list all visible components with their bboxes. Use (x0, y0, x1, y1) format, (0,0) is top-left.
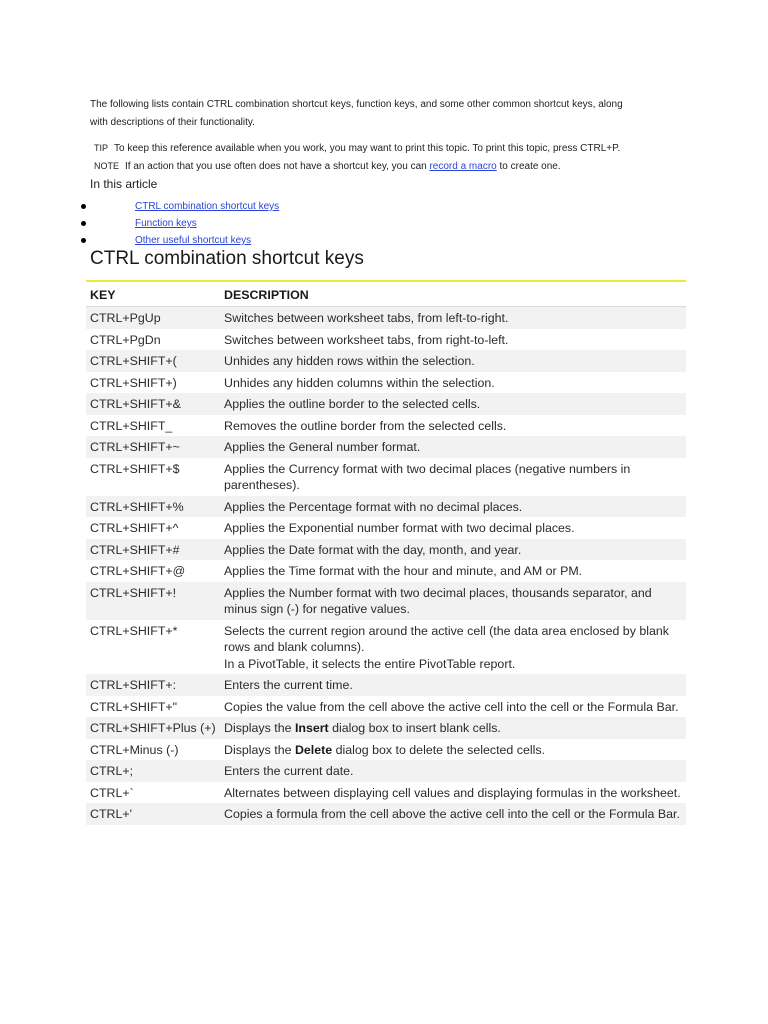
header-description: DESCRIPTION (220, 283, 686, 307)
tip-callout (94, 143, 620, 154)
table-row (86, 329, 686, 351)
table-row (86, 560, 686, 582)
table-of-contents (0, 200, 768, 251)
note-callout (94, 161, 561, 172)
section-title: CTRL combination shortcut keys (90, 248, 364, 269)
table-row (86, 539, 686, 561)
key-cell: CTRL+SHIFT+^ (86, 517, 220, 539)
description-cell: Applies the General number format. (220, 436, 686, 458)
intro-line-1: The following lists contain CTRL combination shortcut keys, function keys, and some other common shortcut keys, along (90, 99, 623, 110)
bullet-icon (81, 204, 86, 209)
table-header-row (86, 283, 686, 307)
key-cell: CTRL+` (86, 782, 220, 804)
description-text: Displays the (224, 742, 295, 757)
key-cell: CTRL+SHIFT+@ (86, 560, 220, 582)
key-cell: CTRL+SHIFT+% (86, 496, 220, 518)
key-cell: CTRL+PgDn (86, 329, 220, 351)
table-row (86, 517, 686, 539)
description-cell: Enters the current date. (220, 760, 686, 782)
key-cell: CTRL+SHIFT+# (86, 539, 220, 561)
record-macro-link[interactable]: record a macro (429, 161, 497, 172)
key-cell: CTRL+SHIFT+! (86, 582, 220, 620)
table-row (86, 458, 686, 496)
description-text: Displays the (224, 721, 295, 735)
table-row (86, 620, 686, 675)
table-row (86, 372, 686, 394)
dialog-name-insert: Insert (294, 721, 329, 735)
intro-line-2: with descriptions of their functionality. (90, 117, 255, 128)
description-cell: Applies the Currency format with two decimal places (negative numbers in parentheses). (220, 458, 686, 496)
description-cell: Applies the Exponential number format with two decimal places. (220, 517, 686, 539)
description-cell: Alternates between displaying cell values and displaying formulas in the worksheet. (220, 782, 686, 804)
description-cell: Applies the Percentage format with no decimal places. (220, 496, 686, 518)
title-underline (86, 280, 686, 282)
description-cell: Switches between worksheet tabs, from right-to-left. (220, 329, 686, 351)
description-cell (220, 739, 686, 761)
intro-paragraph (90, 96, 690, 132)
table-row (86, 582, 686, 620)
note-text-after: to create one. (496, 161, 561, 172)
table-row (86, 307, 686, 329)
key-cell: CTRL+' (86, 803, 220, 825)
toc-link-ctrl-combination[interactable]: CTRL combination shortcut keys (135, 201, 280, 212)
key-cell: CTRL+SHIFT+& (86, 393, 220, 415)
table-row (86, 782, 686, 804)
description-cell: Copies the value from the cell above the active cell into the cell or the Formula Bar. (220, 696, 686, 718)
toc-link-function-keys[interactable]: Function keys (135, 218, 197, 229)
key-cell: CTRL+SHIFT+) (86, 372, 220, 394)
table-row (86, 393, 686, 415)
key-cell: CTRL+SHIFT+( (86, 350, 220, 372)
description-cell: Applies the outline border to the selected cells. (220, 393, 686, 415)
table-row (86, 760, 686, 782)
description-text: dialog box to insert blank cells. (328, 721, 501, 735)
table-row (86, 739, 686, 761)
description-cell: Applies the Time format with the hour and minute, and AM or PM. (220, 560, 686, 582)
key-cell: CTRL+SHIFT+$ (86, 458, 220, 496)
description-cell (220, 717, 686, 739)
table-row (86, 717, 686, 739)
description-cell: Unhides any hidden columns within the selection. (220, 372, 686, 394)
tip-label: TIP (94, 143, 109, 153)
dialog-name-delete: Delete (294, 742, 333, 757)
key-cell: CTRL+SHIFT+: (86, 674, 220, 696)
in-this-article-heading: In this article (90, 177, 158, 191)
table-row (86, 350, 686, 372)
key-cell: CTRL+Minus (-) (86, 739, 220, 761)
key-cell: CTRL+SHIFT+" (86, 696, 220, 718)
description-cell: Enters the current time. (220, 674, 686, 696)
description-text: Selects the current region around the active cell (the data area enclosed by blank rows and blank columns). (224, 623, 669, 654)
key-cell: CTRL+SHIFT_ (86, 415, 220, 437)
table-row (86, 803, 686, 825)
description-cell: Unhides any hidden rows within the selection. (220, 350, 686, 372)
description-text: dialog box to delete the selected cells. (332, 742, 545, 757)
table-row (86, 436, 686, 458)
toc-item (0, 217, 768, 234)
key-cell: CTRL+; (86, 760, 220, 782)
description-cell: Copies a formula from the cell above the active cell into the cell or the Formula Bar. (220, 803, 686, 825)
bullet-icon (81, 238, 86, 243)
key-cell: CTRL+PgUp (86, 307, 220, 329)
note-text-before: If an action that you use often does not have a shortcut key, you can (125, 161, 430, 172)
table-row (86, 674, 686, 696)
tip-text: To keep this reference available when you work, you may want to print this topic. To print this topic, press CTRL+P. (114, 143, 621, 154)
description-cell: Removes the outline border from the selected cells. (220, 415, 686, 437)
note-label: NOTE (94, 161, 120, 171)
table-row (86, 496, 686, 518)
shortcut-table (86, 283, 686, 825)
table-row (86, 415, 686, 437)
key-cell: CTRL+SHIFT+Plus (+) (86, 717, 220, 739)
key-cell: CTRL+SHIFT+~ (86, 436, 220, 458)
table-row (86, 696, 686, 718)
bullet-icon (81, 221, 86, 226)
toc-item (0, 200, 768, 217)
description-text-2: In a PivotTable, it selects the entire PivotTable report. (224, 656, 516, 671)
toc-link-other-shortcuts[interactable]: Other useful shortcut keys (135, 235, 252, 246)
description-cell: Applies the Number format with two decimal places, thousands separator, and minus sign (-) for negative values. (220, 582, 686, 620)
description-cell: Applies the Date format with the day, month, and year. (220, 539, 686, 561)
header-key: KEY (86, 283, 220, 307)
description-cell: Switches between worksheet tabs, from left-to-right. (220, 307, 686, 329)
key-cell: CTRL+SHIFT+* (86, 620, 220, 675)
description-cell (220, 620, 686, 675)
